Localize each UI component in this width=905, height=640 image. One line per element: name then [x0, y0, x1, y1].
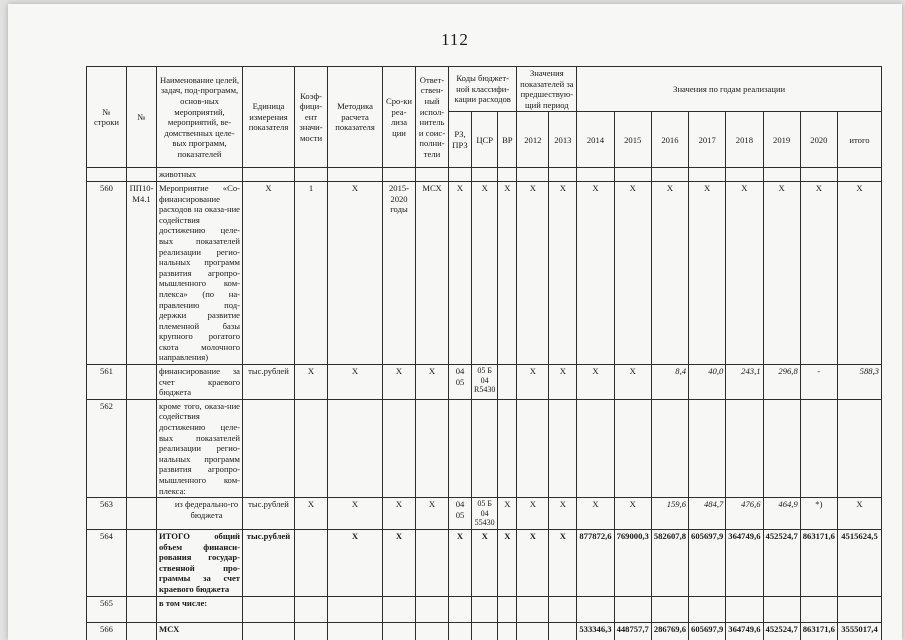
value-2018: 364749,6 — [726, 529, 763, 596]
row-number: 564 — [87, 529, 127, 596]
carry-over-text: животных — [157, 168, 243, 182]
value-2016: X — [651, 181, 688, 364]
value-2016: 8,4 — [651, 365, 688, 400]
value-2017: X — [689, 181, 726, 364]
header-2013: 2013 — [549, 112, 577, 168]
header-method: Методика расчета показателя — [328, 67, 383, 168]
value-2012: X — [517, 529, 549, 596]
row-name: кроме того, оказа-ние содействия достижению целе-вых показателей реализации регио-нальных программ развития агропро-мышленного ком-плекса: — [157, 399, 243, 497]
table-row — [87, 181, 882, 364]
value-2019: 452524,7 — [763, 529, 800, 596]
value-2019: 296,8 — [763, 365, 800, 400]
responsible-cell: МСХ — [416, 181, 449, 364]
row-number: 561 — [87, 365, 127, 400]
coefficient-cell: 1 — [295, 181, 328, 364]
method-cell: X — [328, 181, 383, 364]
header-responsible: Ответ-ствен-ный испол-нитель и соис-полни-тели — [416, 67, 449, 168]
unit-cell: X — [243, 181, 295, 364]
header-row-number: № строки — [87, 67, 127, 168]
value-2015: 769000,3 — [614, 529, 651, 596]
row-name: ИТОГО общий объем финанси-рования государ-ственной про-граммы за счет краевого бюджета — [157, 529, 243, 596]
method-cell: X — [328, 498, 383, 530]
row-name: в том числе: — [157, 596, 243, 622]
row-number: 565 — [87, 596, 127, 622]
value-2014: X — [577, 181, 614, 364]
header-2014: 2014 — [577, 112, 614, 168]
value-2019: X — [763, 181, 800, 364]
value-2019: 464,9 — [763, 498, 800, 530]
row-number: 562 — [87, 399, 127, 497]
header-budget-codes: Коды бюджет-ной классифи-кации расходов — [449, 67, 517, 112]
responsible-cell: X — [416, 365, 449, 400]
header-unit: Единица измерения показателя — [243, 67, 295, 168]
table-row — [87, 399, 882, 497]
rz-cell: 04 05 — [449, 498, 472, 530]
coefficient-cell: X — [295, 498, 328, 530]
header-2015: 2015 — [614, 112, 651, 168]
value-2016: 582607,8 — [651, 529, 688, 596]
value-total: 4515624,5 — [837, 529, 881, 596]
csr-cell: X — [472, 181, 498, 364]
vr-cell: X — [498, 529, 517, 596]
coefficient-cell: X — [295, 365, 328, 400]
value-2016: 159,6 — [651, 498, 688, 530]
row-name: Мероприятие «Со-финансирование расходов на оказа-ние содействия достижению целе-вых показателей реализации регио-нальных программ развития агропро-мышленного ком-плекса» (по на-правлению под-держки развитие племенной базы крупного рогатого скота молочного направления) — [157, 181, 243, 364]
header-code-number: № — [127, 67, 157, 168]
value-2017: 605697,9 — [689, 529, 726, 596]
value-2017: 484,7 — [689, 498, 726, 530]
value-2014: 533346,3 — [577, 622, 614, 640]
unit-cell: тыс.рублей — [243, 365, 295, 400]
csr-cell: X — [472, 529, 498, 596]
value-2017: 605697,9 — [689, 622, 726, 640]
value-2015: X — [614, 365, 651, 400]
header-name: Наименование целей, задач, под-программ, основ-ных мероприятий, мероприятий, ве-домственных целе-вых программ, показателей — [157, 67, 243, 168]
row-number: 566 — [87, 622, 127, 640]
method-cell: X — [328, 365, 383, 400]
value-2014: 877872,6 — [577, 529, 614, 596]
row-name: МСХ — [157, 622, 243, 640]
rz-cell: X — [449, 181, 472, 364]
method-cell: X — [328, 529, 383, 596]
responsible-cell: X — [416, 498, 449, 530]
value-2020: 863171,6 — [800, 529, 837, 596]
header-2012: 2012 — [517, 112, 549, 168]
row-number: 563 — [87, 498, 127, 530]
document-page — [8, 4, 902, 640]
value-total: X — [837, 498, 881, 530]
value-2014: X — [577, 498, 614, 530]
header-csr: ЦСР — [472, 112, 498, 168]
value-2017: 40,0 — [689, 365, 726, 400]
value-2012: X — [517, 365, 549, 400]
value-2015: X — [614, 498, 651, 530]
unit-cell: тыс.рублей — [243, 498, 295, 530]
header-values-by-year: Значения по годам реализации — [577, 67, 882, 112]
csr-cell: 05 Б 04 55430 — [472, 498, 498, 530]
table-row — [87, 498, 882, 530]
value-2020: X — [800, 181, 837, 364]
value-total: X — [837, 181, 881, 364]
table-row — [87, 596, 882, 622]
rz-cell: 04 05 — [449, 365, 472, 400]
period-cell: X — [383, 529, 416, 596]
row-name: из федерально-го бюджета — [157, 498, 243, 530]
value-total: 3555017,4 — [837, 622, 881, 640]
value-2012: X — [517, 498, 549, 530]
header-2020: 2020 — [800, 112, 837, 168]
value-2013: X — [549, 498, 577, 530]
value-2013: X — [549, 529, 577, 596]
value-2019: 452524,7 — [763, 622, 800, 640]
program-table — [86, 66, 882, 640]
rz-cell: X — [449, 529, 472, 596]
value-2012: X — [517, 181, 549, 364]
header-period: Сро-ки реа-лиза ции — [383, 67, 416, 168]
value-2018: X — [726, 181, 763, 364]
period-cell: 2015-2020 годы — [383, 181, 416, 364]
header-coefficient: Коэф-фици-ент значи-мости — [295, 67, 328, 168]
row-number: 560 — [87, 181, 127, 364]
table-row — [87, 168, 882, 182]
value-2014: X — [577, 365, 614, 400]
value-2020: - — [800, 365, 837, 400]
value-2018: 364749,6 — [726, 622, 763, 640]
header-2019: 2019 — [763, 112, 800, 168]
csr-cell: 05 Б 04 R5430 — [472, 365, 498, 400]
value-2016: 286769,6 — [651, 622, 688, 640]
value-total: 588,3 — [837, 365, 881, 400]
value-2013: X — [549, 365, 577, 400]
period-cell: X — [383, 498, 416, 530]
unit-cell: тыс.рублей — [243, 529, 295, 596]
value-2018: 243,1 — [726, 365, 763, 400]
vr-cell: X — [498, 498, 517, 530]
value-2018: 476,6 — [726, 498, 763, 530]
table-row — [87, 622, 882, 640]
page-number: 112 — [441, 30, 469, 49]
measure-code: ПП10-М4.1 — [127, 181, 157, 364]
value-2020: *) — [800, 498, 837, 530]
header-rz: РЗ, ПРЗ — [449, 112, 472, 168]
header-vr: ВР — [498, 112, 517, 168]
value-2013: X — [549, 181, 577, 364]
value-2015: X — [614, 181, 651, 364]
value-2015: 448757,7 — [614, 622, 651, 640]
header-2018: 2018 — [726, 112, 763, 168]
row-name: финансирование за счет краевого бюджета — [157, 365, 243, 400]
value-2020: 863171,6 — [800, 622, 837, 640]
period-cell: X — [383, 365, 416, 400]
header-2017: 2017 — [689, 112, 726, 168]
table-row — [87, 529, 882, 596]
header-2016: 2016 — [651, 112, 688, 168]
header-previous-period: Значения показателей за предшествую-щий период — [517, 67, 577, 112]
table-row — [87, 365, 882, 400]
vr-cell: X — [498, 181, 517, 364]
header-total: итого — [837, 112, 881, 168]
